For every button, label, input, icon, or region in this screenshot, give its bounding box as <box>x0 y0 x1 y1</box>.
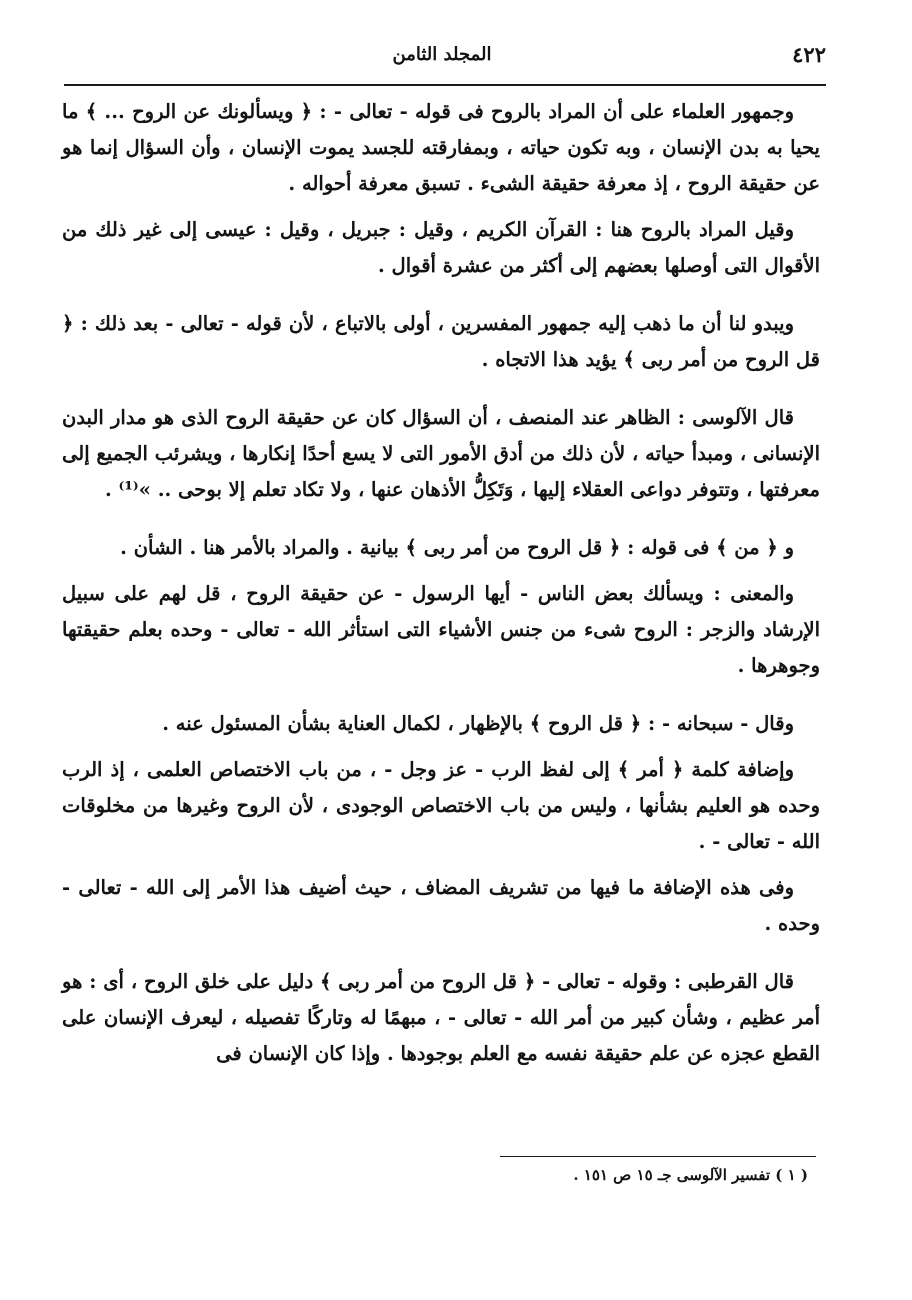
footnote: ( ١ ) تفسير الآلوسى جـ ١٥ ص ١٥١ . <box>573 1166 808 1184</box>
header-rule <box>64 84 826 86</box>
footnote-rule <box>500 1156 816 1157</box>
paragraph: وجمهور العلماء على أن المراد بالروح فى قوله - تعالى - : ﴿ ويسألونك عن الروح ... ﴾ ما يحيا به بدن الإنسان ، وبه تكون حياته ، وبمفارقته للجسد يموت الإنسان ، وأن السؤال إنما هو عن حقيقة الروح ، إذ معرفة حقيقة الشىء . تسبق معرفة أحواله . <box>62 100 820 195</box>
paragraph: ويبدو لنا أن ما ذهب إليه جمهور المفسرين ، أولى بالاتباع ، لأن قوله - تعالى - بعد ذلك : ﴿ قل الروح من أمر ربى ﴾ يؤيد هذا الاتجاه . <box>62 312 820 371</box>
paragraph: و ﴿ من ﴾ فى قوله : ﴿ قل الروح من أمر ربى ﴾ بيانية . والمراد بالأمر هنا . الشأن . <box>120 536 794 559</box>
paragraph: قال القرطبى : وقوله - تعالى - ﴿ قل الروح من أمر ربى ﴾ دليل على خلق الروح ، أى : هو أمر عظيم ، وشأن كبير من أمر الله - تعالى - ، مبهمًا له وتاركًا تفصيله ، ليعرف الإنسان على القطع عجزه عن علم حقيقة نفسه مع العلم بوجودها . وإذا كان الإنسان فى <box>62 970 820 1065</box>
paragraph: وإضافة كلمة ﴿ أمر ﴾ إلى لفظ الرب - عز وجل - ، من باب الاختصاص العلمى ، إذ الرب وحده هو العليم بشأنها ، وليس من باب الاختصاص الوجودى ، لأن الروح وغيرها من مخلوقات الله - تعالى - . <box>62 758 820 853</box>
paragraph: قال الآلوسى : الظاهر عند المنصف ، أن السؤال كان عن حقيقة الروح الذى هو مدار البدن الإنسانى ، ومبدأ حياته ، لأن ذلك من أدق الأمور التى لا يسع أحدًا إنكارها ، ويشرئب الجميع إلى معرفتها ، وتتوفر دواعى العقلاء إليها ، وَتَكِلُّ الأذهان عنها ، ولا تكاد تعلم إلا بوحى .. »⁽¹⁾ . <box>62 406 820 501</box>
paragraph: وقيل المراد بالروح هنا : القرآن الكريم ، وقيل : جبريل ، وقيل : عيسى إلى غير ذلك من الأقوال التى أوصلها بعضهم إلى أكثر من عشرة أقوال . <box>62 218 820 277</box>
running-title: المجلد الثامن <box>392 44 492 65</box>
paragraph: وقال - سبحانه - : ﴿ قل الروح ﴾ بالإظهار ، لكمال العناية بشأن المسئول عنه . <box>162 712 794 735</box>
page-header <box>58 42 826 78</box>
body-text <box>62 94 820 1082</box>
paragraph: وفى هذه الإضافة ما فيها من تشريف المضاف ، حيث أضيف هذا الأمر إلى الله - تعالى - وحده . <box>62 876 820 935</box>
paragraph: والمعنى : ويسألك بعض الناس - أيها الرسول - عن حقيقة الروح ، قل لهم على سبيل الإرشاد والزجر : الروح شىء من جنس الأشياء التى استأثر الله - تعالى - وحده بعلم حقيقتها وجوهرها . <box>62 582 820 677</box>
page-number: ٤٢٢ <box>792 42 826 67</box>
